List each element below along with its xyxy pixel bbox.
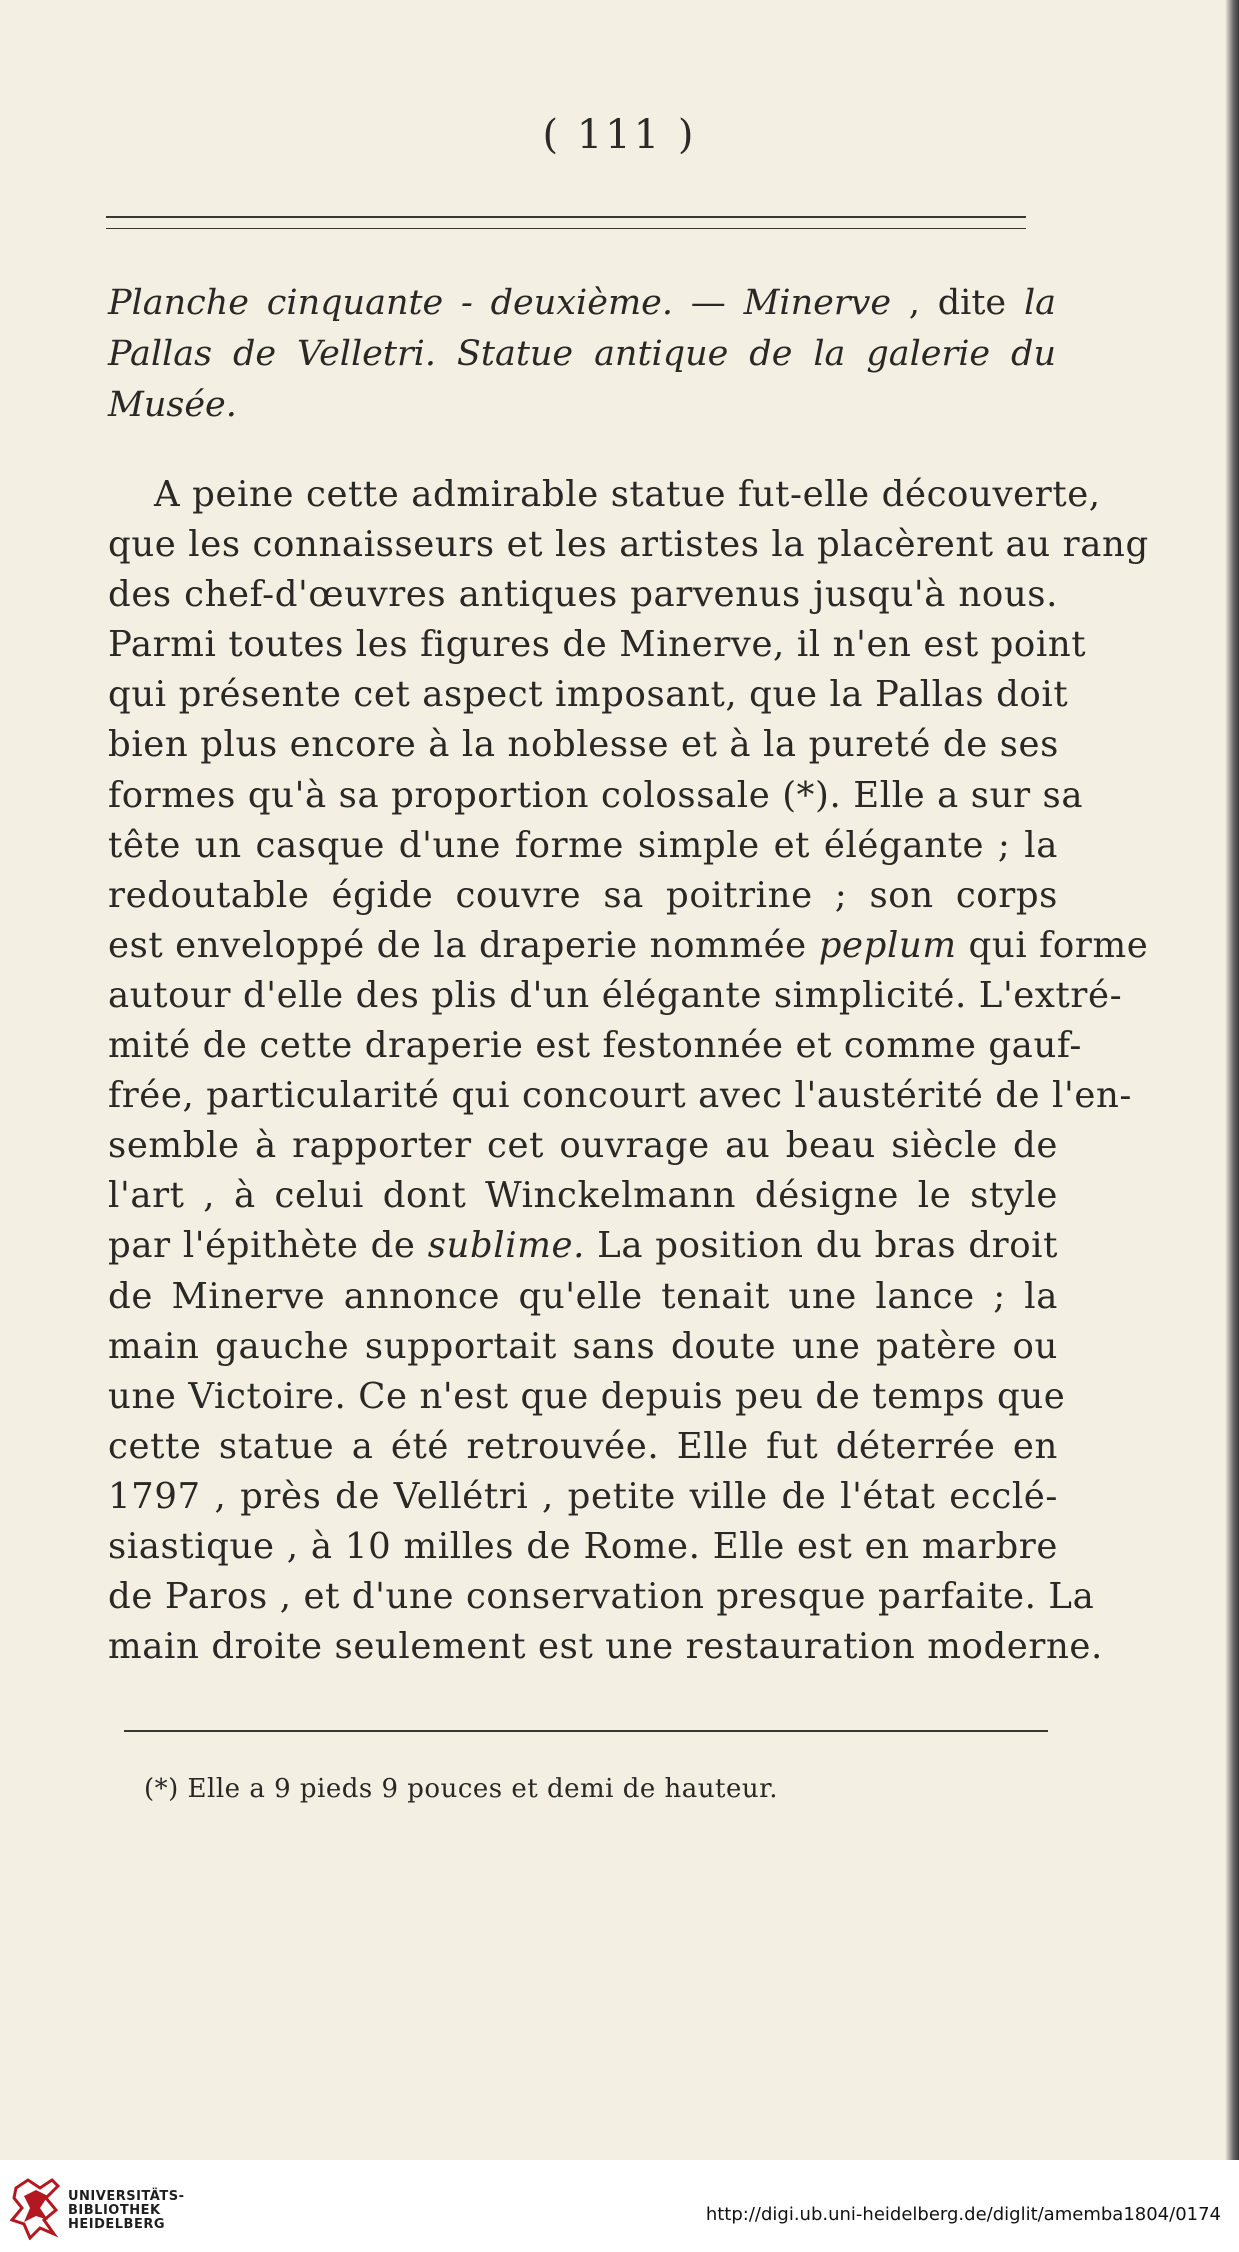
body-line: Parmi toutes les figures de Minerve, il n'en est point [108, 624, 1087, 666]
caption-minerve: Minerve [743, 283, 892, 323]
body-line: qui présente cet aspect imposant, que la Pallas doit [108, 674, 1069, 716]
body-line: bien plus encore à la noblesse et à la pureté de ses [108, 724, 1059, 766]
university-seal-icon [10, 2176, 62, 2240]
footnote-rule [124, 1730, 1048, 1732]
body-line: main droite seulement est une restauration moderne. [108, 1626, 1103, 1668]
caption-dite: , dite [891, 283, 1024, 323]
italic-peplum: peplum [818, 924, 957, 966]
body-line: autour d'elle des plis d'un élégante simplicité. L'extré- [108, 974, 1123, 1016]
body-line: A peine cette admirable statue fut-elle découverte, [154, 474, 1101, 515]
body-line-end: La position du bras droit [597, 1225, 1059, 1267]
body-line: que les connaisseurs et les artistes la placèrent au rang [108, 524, 1149, 566]
header-rule [106, 216, 1026, 229]
caption-plate: Planche cinquante - deuxième. [108, 283, 673, 323]
library-line: UNIVERSITÄTS- [68, 2189, 185, 2204]
body-line: mité de cette draperie est festonnée et comme gauf- [108, 1025, 1082, 1067]
body-line: l'art , à celui dont Winckelmann désigne le style [108, 1175, 1058, 1217]
caption-dash: — [672, 283, 744, 323]
body-text [108, 470, 1149, 1672]
body-line-peplum [108, 921, 1149, 971]
body-line-start: est enveloppé de la draperie nommée [108, 924, 807, 966]
body-line: des chef-d'œuvres antiques parvenus jusqu'à nous. [108, 574, 1058, 616]
body-line: formes qu'à sa proportion colossale (*). Elle a sur sa [108, 774, 1084, 816]
body-line: de Paros , et d'une conservation presque parfaite. La [108, 1576, 1095, 1618]
body-line: une Victoire. Ce n'est que depuis peu de temps que [108, 1375, 1066, 1417]
library-name [68, 2190, 184, 2232]
body-line-sublime [108, 1221, 1058, 1271]
body-line: cette statue a été retrouvée. Elle fut déterrée en [108, 1425, 1058, 1467]
page-number: ( 111 ) [542, 112, 697, 158]
body-line: tête un casque d'une forme simple et élégante ; la [108, 824, 1058, 866]
body-line: 1797 , près de Vellétri , petite ville de l'état ecclé- [108, 1475, 1058, 1517]
library-line: HEIDELBERG [68, 2217, 166, 2232]
body-line-start: par l'épithète de [108, 1225, 416, 1267]
viewer-footer [0, 2160, 1239, 2252]
body-line: main gauche supportait sans doute une patère ou [108, 1325, 1058, 1367]
page-edge-shadow [1225, 0, 1239, 2160]
body-line: redoutable égide couvre sa poitrine ; son corps [108, 874, 1058, 916]
permalink-url[interactable]: http://digi.ub.uni-heidelberg.de/diglit/amemba1804/0174 [705, 2204, 1221, 2225]
body-line-end: qui forme [968, 924, 1149, 966]
italic-sublime: sublime. [427, 1225, 585, 1267]
footnote: (*) Elle a 9 pieds 9 pouces et demi de hauteur. [144, 1774, 778, 1804]
library-line: BIBLIOTHEK [68, 2203, 161, 2218]
body-line: frée, particularité qui concourt avec l'austérité de l'en- [108, 1075, 1133, 1117]
plate-caption [108, 278, 1056, 431]
body-line: de Minerve annonce qu'elle tenait une lance ; la [108, 1275, 1058, 1317]
caption-title: la Pallas de Velletri. Statue antique de la galerie du Musée. [108, 283, 1056, 425]
body-line: semble à rapporter cet ouvrage au beau siècle de [108, 1125, 1058, 1167]
body-line: siastique , à 10 milles de Rome. Elle est en marbre [108, 1525, 1058, 1567]
